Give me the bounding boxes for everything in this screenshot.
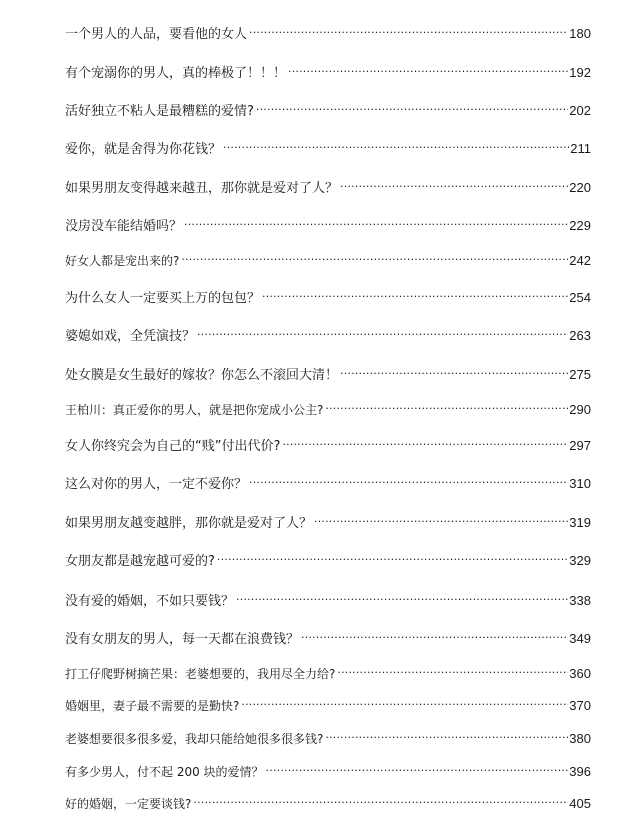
toc-entry-title: 如果男朋友越变越胖，那你就是爱对了人？ (65, 516, 313, 531)
toc-entry-title: 有个宠溺你的男人，真的棒极了！！！ (65, 66, 287, 81)
toc-entry-title: 好女人都是宠出来的? (65, 254, 180, 268)
toc-entry[interactable] (65, 662, 591, 682)
dot-leader (301, 627, 568, 643)
dot-leader (181, 249, 568, 265)
toc-entry-title: 处女膜是女生最好的嫁妆？你怎么不滚回大清！ (65, 368, 339, 383)
toc-entry-page: 380 (569, 731, 591, 746)
toc-entry-title: 活好独立不粘人是最糟糕的爱情? (65, 104, 254, 119)
toc-entry[interactable] (65, 214, 591, 235)
dot-leader (217, 549, 568, 565)
toc-entry-page: 211 (570, 141, 591, 156)
toc-entry-page: 405 (569, 796, 591, 811)
dot-leader (340, 176, 568, 192)
dot-leader (223, 137, 569, 153)
toc-entry-title: 没有女朋友的男人，每一天都在浪费钱？ (65, 632, 300, 647)
toc-entry-title: 没有爱的婚姻，不如只要钱？ (65, 594, 235, 609)
toc-entry[interactable] (65, 549, 591, 570)
toc-entry-page: 310 (569, 476, 591, 491)
dot-leader (241, 694, 568, 710)
dot-leader (337, 662, 568, 678)
toc-entry-title: 如果男朋友变得越来越丑，那你就是爱对了人？ (65, 181, 339, 196)
toc-entry[interactable] (65, 434, 591, 455)
toc-entry-page: 275 (569, 367, 591, 382)
dot-leader (282, 434, 568, 450)
toc-entry-title: 王柏川：真正爱你的男人，就是把你宠成小公主? (65, 403, 324, 417)
toc-entry-title: 好的婚姻，一定要谈钱? (65, 797, 192, 811)
toc-entry[interactable] (65, 627, 591, 648)
toc-entry-title: 婚姻里，妻子最不需要的是勤快? (65, 699, 240, 713)
toc-entry-title: 为什么女人一定要买上万的包包？ (65, 291, 261, 306)
dot-leader (325, 398, 568, 414)
toc-entry-title: 没房没车能结婚吗？ (65, 219, 183, 234)
dot-leader (249, 22, 568, 38)
toc-entry[interactable] (65, 694, 591, 714)
toc-entry-page: 338 (569, 593, 591, 608)
toc-entry-page: 220 (569, 180, 591, 195)
toc-entry[interactable] (65, 286, 591, 307)
toc-entry-page: 290 (569, 402, 591, 417)
dot-leader (314, 511, 568, 527)
toc-entry-title: 女人你终究会为自己的“贱”付出代价? (65, 439, 281, 454)
toc-entry[interactable] (65, 61, 591, 82)
toc-entry-page: 329 (569, 553, 591, 568)
toc-entry-page: 202 (569, 103, 591, 118)
dot-leader (266, 760, 569, 776)
dot-leader (340, 363, 568, 379)
toc-entry[interactable] (65, 22, 591, 43)
dot-leader (184, 214, 568, 230)
toc-entry-title: 女朋友都是越宠越可爱的? (65, 554, 215, 569)
toc-entry-title: 打工仔爬野树摘芒果：老婆想要的，我用尽全力给? (65, 667, 336, 681)
toc-entry-title: 婆媳如戏，全凭演技？ (65, 329, 196, 344)
toc-entry-page: 396 (569, 764, 591, 779)
toc-entry[interactable] (65, 760, 591, 780)
toc-entry[interactable] (65, 727, 591, 747)
toc-entry[interactable] (65, 137, 591, 158)
toc-entry[interactable] (65, 511, 591, 532)
toc-entry[interactable] (65, 249, 591, 269)
dot-leader (325, 727, 568, 743)
toc-entry-page: 229 (569, 218, 591, 233)
toc-entry-title: 这么对你的男人，一定不爱你？ (65, 477, 248, 492)
toc-entry-page: 319 (569, 515, 591, 530)
dot-leader (193, 792, 568, 808)
toc-entry[interactable] (65, 363, 591, 384)
toc-entry-page: 370 (569, 698, 591, 713)
toc-entry-title: 有多少男人，付不起 200 块的爱情？ (65, 765, 264, 779)
toc-entry[interactable] (65, 398, 591, 418)
toc-entry[interactable] (65, 176, 591, 197)
toc-entry[interactable] (65, 472, 591, 493)
toc-entry-title: 爱你，就是舍得为你花钱？ (65, 142, 222, 157)
toc-entry-title: 一个男人的人品，要看他的女人 (65, 27, 248, 42)
dot-leader (256, 99, 568, 115)
toc-entry-page: 254 (569, 290, 591, 305)
toc-entry-page: 192 (569, 65, 591, 80)
toc-entry-title: 老婆想要很多很多爱，我却只能给她很多很多钱? (65, 732, 324, 746)
toc-entry[interactable] (65, 324, 591, 345)
dot-leader (236, 589, 568, 605)
dot-leader (249, 472, 568, 488)
toc-entry-page: 242 (569, 253, 591, 268)
toc-entry-page: 180 (569, 26, 591, 41)
toc-entry-page: 349 (569, 631, 591, 646)
dot-leader (197, 324, 568, 340)
toc-entry[interactable] (65, 99, 591, 120)
toc-entry[interactable] (65, 792, 591, 812)
toc-entry[interactable] (65, 589, 591, 610)
dot-leader (288, 61, 568, 77)
toc-entry-page: 297 (569, 438, 591, 453)
toc-entry-page: 360 (569, 666, 591, 681)
toc-entry-page: 263 (569, 328, 591, 343)
dot-leader (262, 286, 568, 302)
